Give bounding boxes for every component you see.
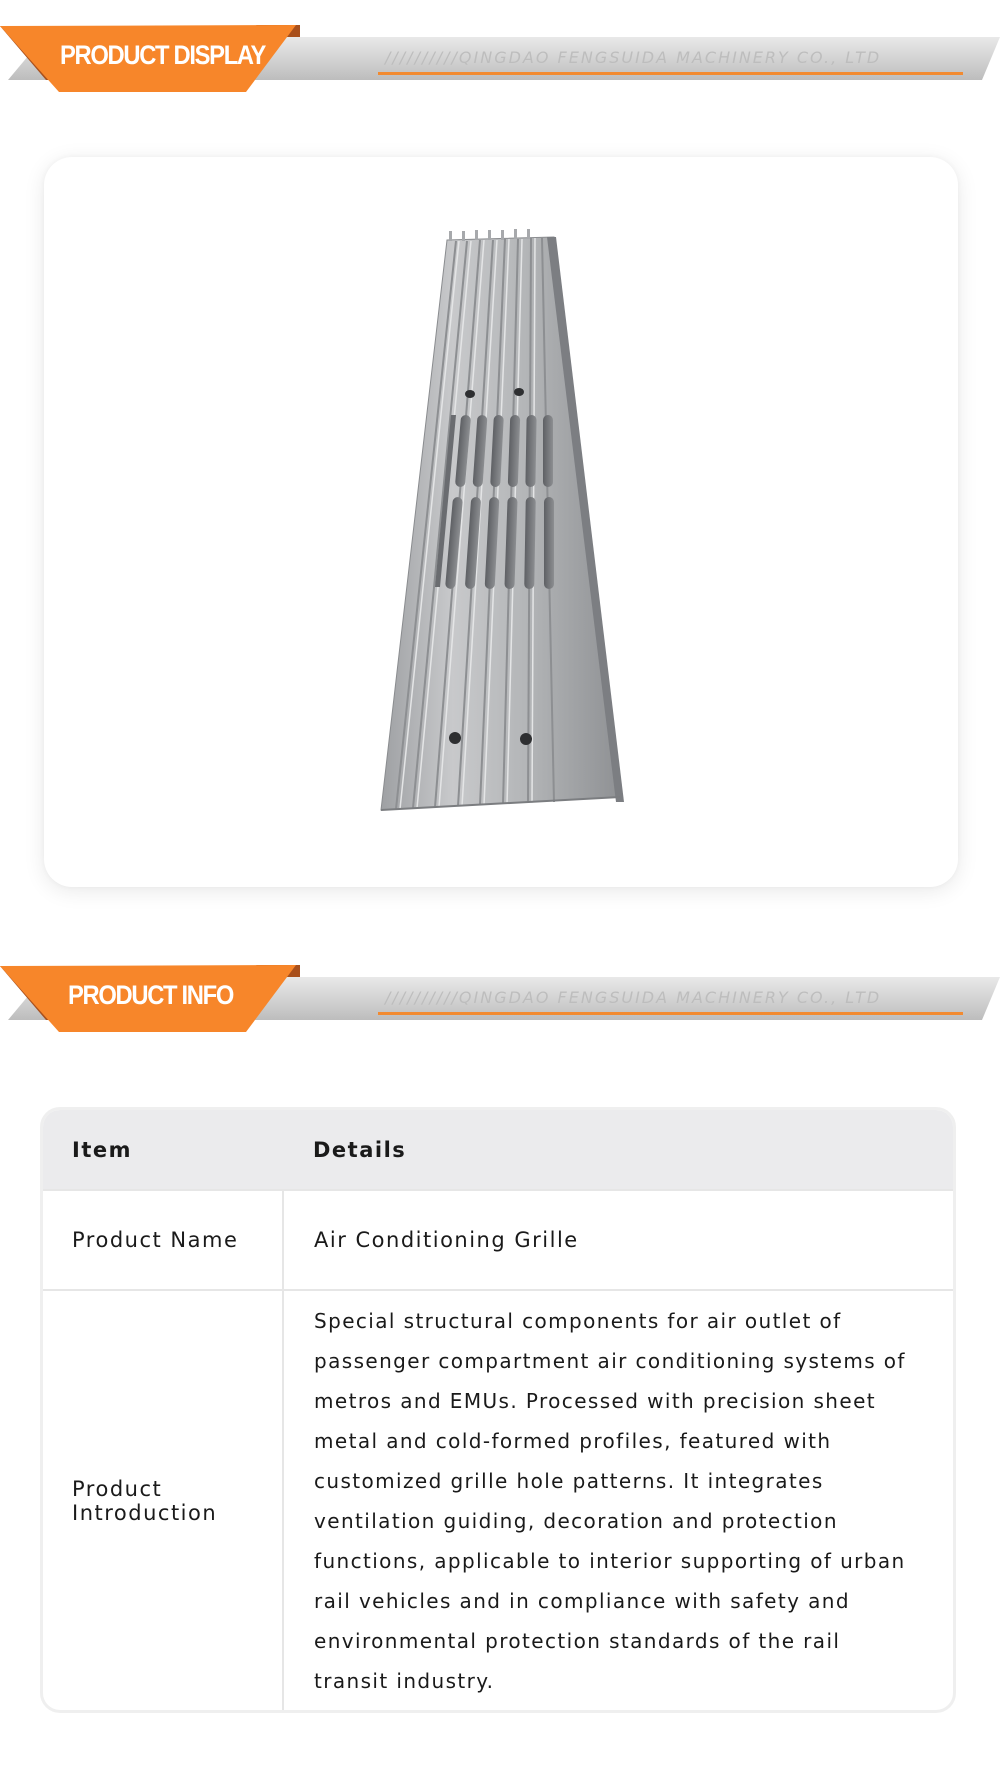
row-value: Air Conditioning Grille xyxy=(283,1190,953,1290)
company-name: //////////QINGDAO FENGSUIDA MACHINERY CO., LTD xyxy=(385,48,882,67)
product-image-card xyxy=(44,157,958,887)
company-name: //////////QINGDAO FENGSUIDA MACHINERY CO., LTD xyxy=(385,988,882,1007)
row-label: Product Name xyxy=(43,1190,283,1290)
product-info-banner xyxy=(0,940,1000,1040)
header-details: Details xyxy=(313,1137,407,1162)
product-display-banner xyxy=(0,0,1000,100)
row-label: Product Introduction xyxy=(43,1290,283,1710)
header-item: Item xyxy=(72,1137,132,1162)
table-row xyxy=(43,1190,953,1290)
air-conditioning-grille-photo xyxy=(44,157,958,887)
table-row xyxy=(43,1290,953,1710)
accent-underline xyxy=(378,1012,963,1015)
row-value: Special structural components for air outlet of passenger compartment air conditioning systems of metros and EMUs. Processed with precision sheet metal and cold-formed profiles, featured with customized grille hole patterns. It integrates ventilation guiding, decoration and protection functions, applicable to interior supporting of urban rail vehicles and in compliance with safety and environmental protection standards of the rail transit industry. xyxy=(283,1290,953,1710)
table-header-row xyxy=(43,1110,953,1190)
info-table xyxy=(43,1110,953,1710)
banner-title: PRODUCT DISPLAY xyxy=(60,39,266,70)
banner-title: PRODUCT INFO xyxy=(68,979,233,1010)
product-info-table xyxy=(40,1107,956,1713)
accent-underline xyxy=(378,72,963,75)
